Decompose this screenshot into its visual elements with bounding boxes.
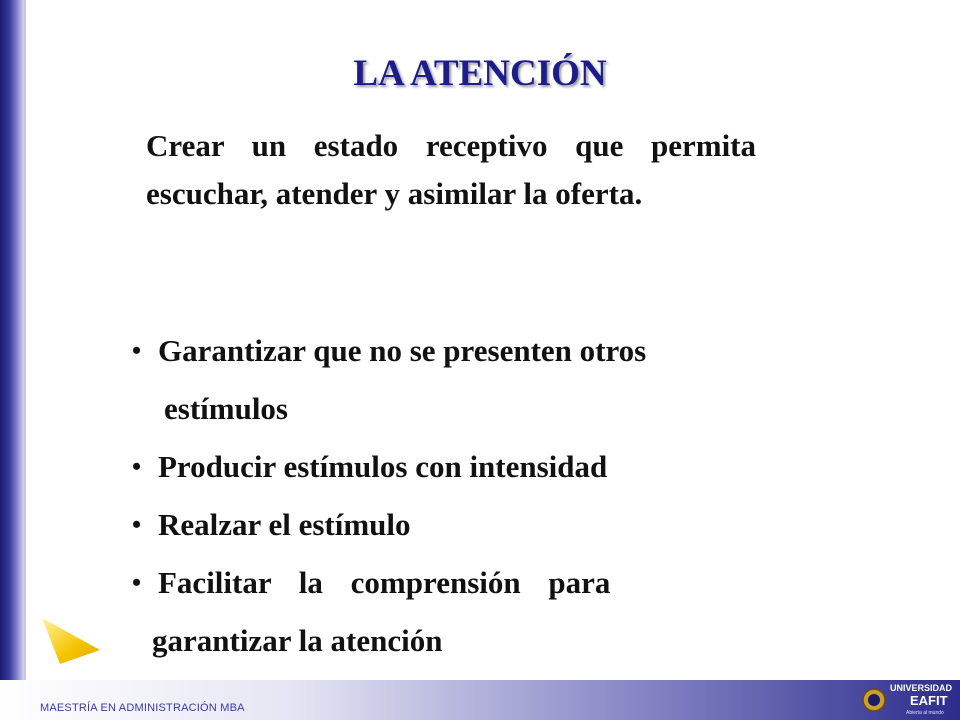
bullet-text: Realzar el estímulo — [158, 507, 411, 542]
logo-tagline: Abierta al mundo — [906, 710, 944, 716]
left-decorative-bar — [0, 0, 24, 720]
bullet-text: Facilitar la comprensión para — [158, 565, 611, 600]
bullet-item — [132, 554, 812, 670]
bullet-item — [132, 322, 812, 438]
bullet-item — [132, 438, 812, 496]
footer-program-label: MAESTRÍA EN ADMINISTRACIÓN MBA — [40, 702, 245, 714]
university-logo — [860, 678, 956, 718]
slide-intro-text: Crear un estado receptivo que permita escuchar, atender y asimilar la oferta. — [146, 128, 756, 211]
left-bar-divider — [24, 0, 26, 720]
bullet-text-continuation: estímulos — [164, 391, 288, 426]
bullet-text-continuation: garantizar la atención — [152, 623, 443, 658]
bullet-text: Garantizar que no se presenten otros — [158, 333, 647, 368]
bullet-item — [132, 496, 812, 554]
slide-title: LA ATENCIÓN — [353, 53, 607, 94]
bullet-list — [132, 322, 812, 670]
footer-bar — [0, 680, 960, 720]
logo-text-line2: EAFIT — [910, 693, 948, 708]
logo-text-line1: UNIVERSIDAD — [890, 683, 953, 693]
arrow-icon — [40, 616, 102, 666]
bullet-text: Producir estímulos con intensidad — [158, 449, 608, 484]
